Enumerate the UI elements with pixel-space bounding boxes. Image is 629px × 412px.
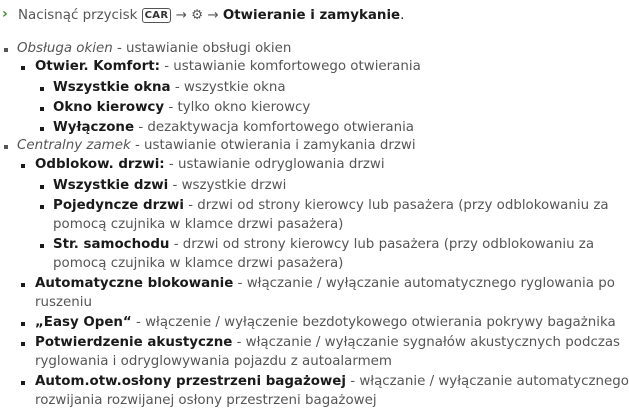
arrow-icon: → — [175, 8, 187, 23]
item-trunk-cover — [35, 373, 629, 390]
item-acoustic — [35, 334, 620, 351]
item-desc: - włączanie / wyłączanie sygnałów akustycznych podczas — [232, 335, 621, 350]
item-easy-open — [35, 314, 616, 331]
section-title: Centralny zamek — [17, 138, 131, 153]
bullet-icon — [4, 145, 8, 149]
item-single-door — [53, 197, 609, 214]
bullet-icon — [40, 87, 44, 91]
section-desc: - ustawianie otwierania i zamykania drzwi — [130, 138, 416, 153]
item-desc: - drzwi od strony kierowcy lub pasażera (przy odblokowaniu za — [183, 198, 609, 213]
item-title: Odblokow. drzwi: — [35, 157, 165, 172]
instruction-line — [18, 7, 404, 24]
item-single-door-cont: pomocą czujnika w klamce drzwi pasażera) — [53, 217, 344, 232]
item-title: Wszystkie okna — [53, 80, 171, 95]
item-title: Wszystkie dzwi — [53, 178, 169, 193]
item-title: Potwierdzenie akustyczne — [35, 335, 233, 350]
bullet-icon — [40, 244, 44, 248]
section-title: Obsługa okien — [17, 41, 113, 56]
bullet-icon — [40, 185, 44, 189]
item-comfort-open — [35, 58, 421, 75]
item-desc: - ustawianie odryglowania drzwi — [164, 157, 385, 172]
item-all-windows — [53, 79, 286, 96]
section-windows — [17, 40, 291, 57]
item-desc: - drzwi od strony kierowcy lub pasażera (przy odblokowaniu za — [169, 237, 595, 252]
item-car-side — [53, 236, 594, 253]
item-desc: - wszystkie okna — [170, 80, 286, 95]
item-title: Okno kierowcy — [53, 100, 165, 115]
arrow-icon: → — [207, 8, 219, 23]
item-desc: - dezaktywacja komfortowego otwierania — [134, 120, 414, 135]
item-desc: - wszystkie drzwi — [168, 178, 287, 193]
item-title: „Easy Open“ — [35, 315, 132, 330]
item-title: Pojedyncze drzwi — [53, 198, 184, 213]
item-trunk-cover-cont: rozwijania rozwijanej osłony przestrzeni bagażowej — [35, 393, 377, 408]
item-desc: - włączanie / wyłączanie automatycznego ryglowania po — [233, 276, 615, 291]
item-title: Wyłączone — [53, 120, 135, 135]
period: . — [400, 8, 405, 23]
bullet-icon — [21, 381, 25, 385]
item-desc: - tylko okno kierowcy — [164, 100, 311, 115]
section-central-lock — [17, 137, 416, 154]
bullet-icon — [21, 322, 25, 326]
item-auto-lock — [35, 275, 615, 292]
bullet-icon — [40, 127, 44, 131]
menu-target: Otwieranie i zamykanie — [222, 8, 401, 23]
item-desc: - włączenie / wyłączenie bezdotykowego otwierania pokrywy bagażnika — [131, 315, 616, 330]
item-disabled — [53, 119, 414, 136]
item-title: Otwier. Komfort: — [35, 59, 160, 74]
bullet-icon — [4, 48, 8, 52]
instruction-text: Nacisnąć przycisk — [18, 8, 138, 23]
bullet-icon — [40, 205, 44, 209]
green-arrow-icon: › — [2, 6, 8, 22]
bullet-icon — [21, 66, 25, 70]
item-title: Automatyczne blokowanie — [35, 276, 234, 291]
item-desc: - ustawianie komfortowego otwierania — [159, 59, 421, 74]
item-title: Autom.otw.osłony przestrzeni bagażowej — [35, 374, 346, 389]
item-desc: - włączanie / wyłączanie automatycznego — [345, 374, 629, 389]
bullet-icon — [21, 342, 25, 346]
car-button-icon: CAR — [142, 8, 172, 23]
item-driver-window — [53, 99, 310, 116]
item-all-doors — [53, 177, 286, 194]
item-acoustic-cont: ryglowania i odryglowywania pojazdu z autoalarmem — [35, 354, 392, 369]
bullet-icon — [21, 283, 25, 287]
item-car-side-cont: pomocą czujnika w klamce drzwi pasażera) — [53, 256, 344, 271]
settings-icon: ⚙ — [191, 8, 204, 23]
item-unlock-doors — [35, 156, 385, 173]
section-desc: - ustawianie obsługi okien — [112, 41, 292, 56]
item-auto-lock-cont: ruszeniu — [35, 295, 92, 310]
bullet-icon — [40, 107, 44, 111]
item-title: Str. samochodu — [53, 237, 170, 252]
bullet-icon — [21, 164, 25, 168]
